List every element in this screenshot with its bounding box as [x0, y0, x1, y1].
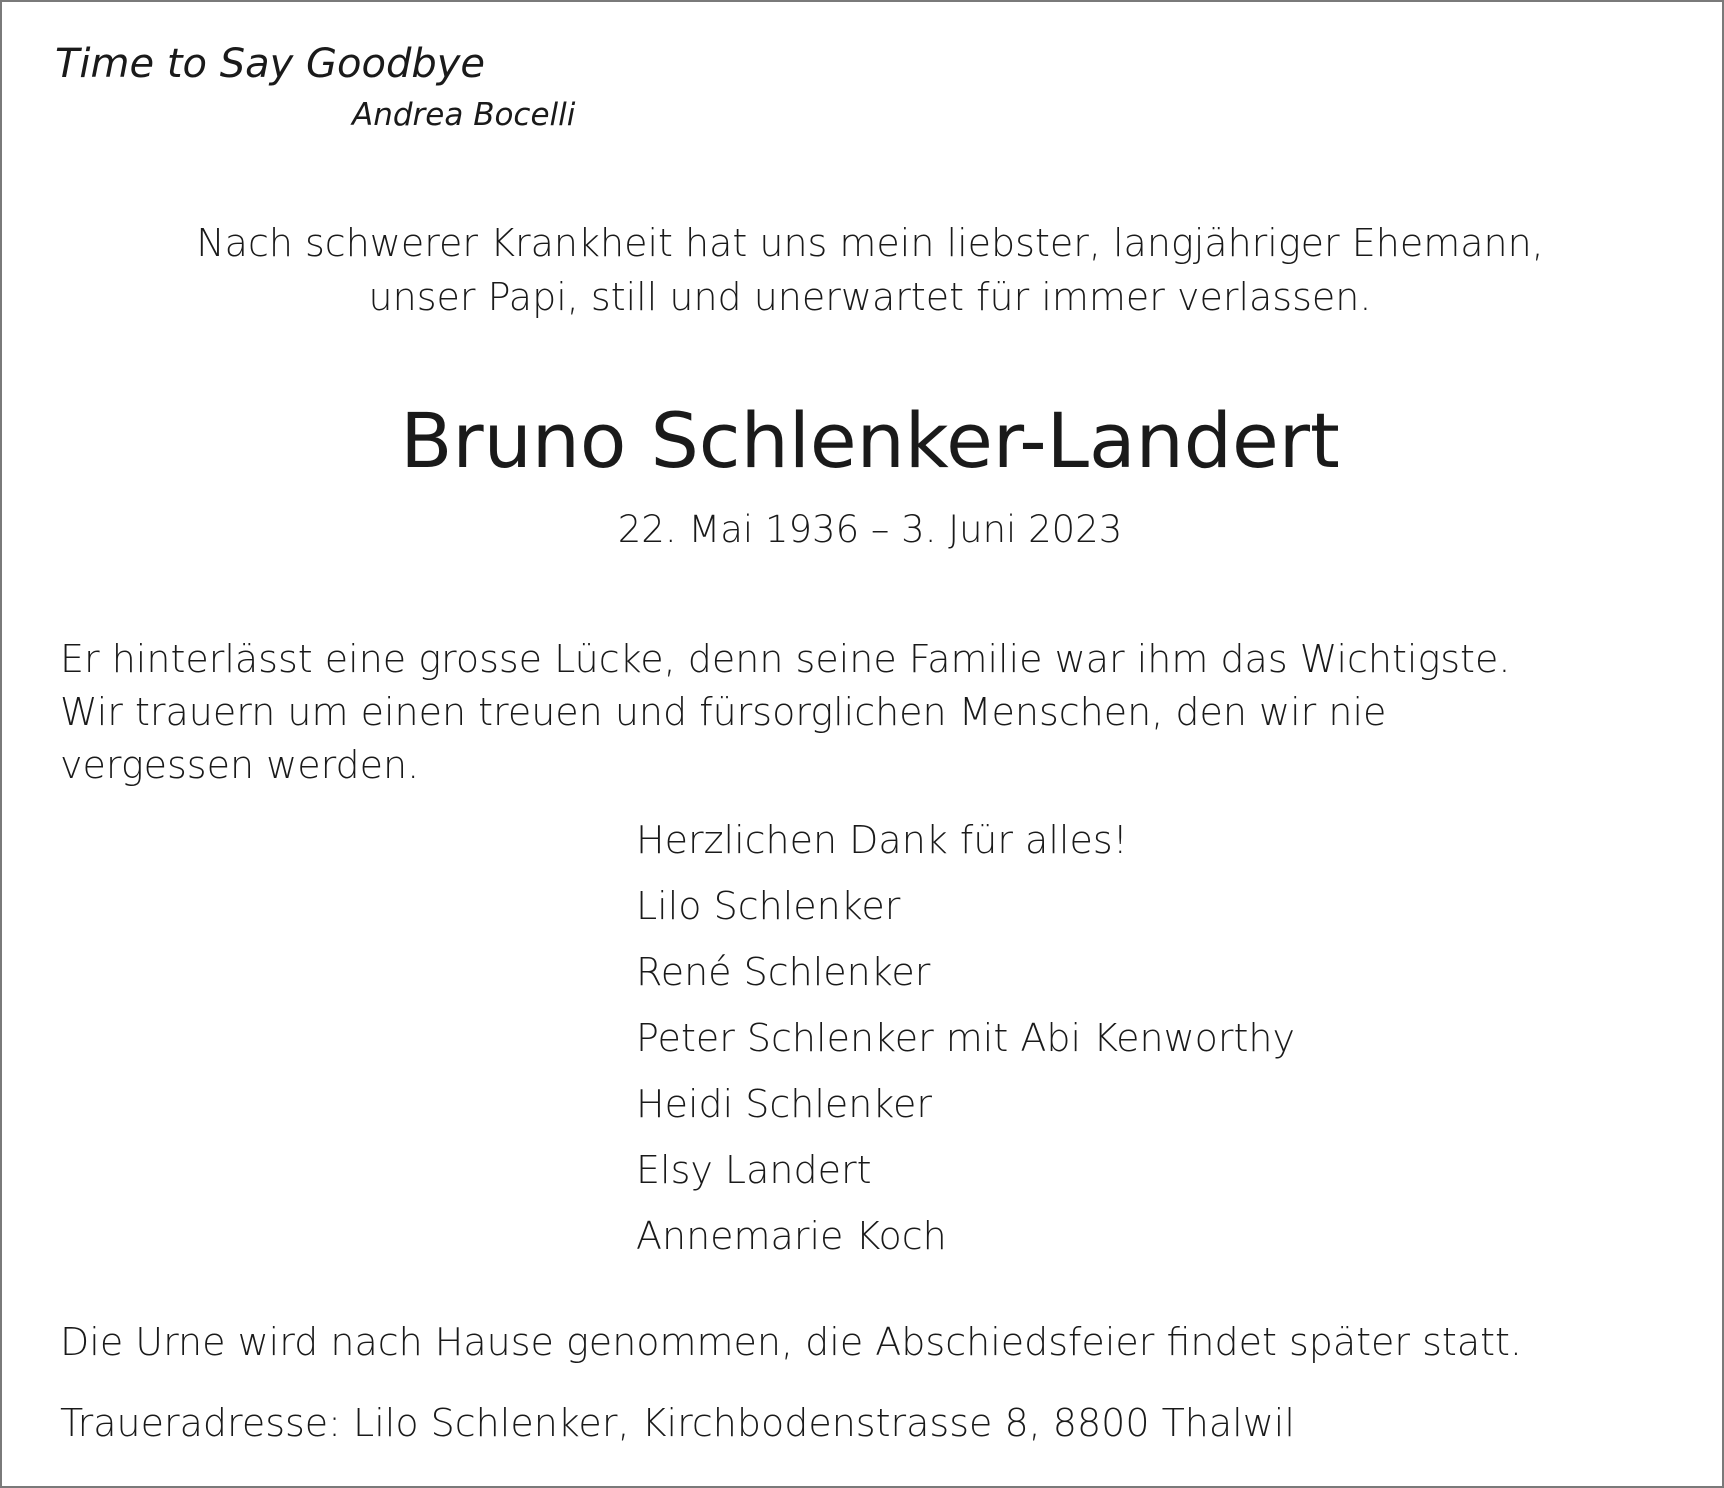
tribute-line: Er hinterlässt eine grosse Lücke, denn seine Familie war ihm das Wichtigste. [60, 637, 1511, 681]
tribute-text [60, 633, 1510, 792]
tribute-line: vergessen werden. [60, 743, 420, 787]
life-dates: 22. Mai 1936 – 3. Juni 2023 [617, 508, 1123, 551]
quote-author: Andrea Bocelli [352, 97, 576, 133]
mourning-address: Traueradresse: Lilo Schlenker, Kirchbodenstrasse 8, 8800 Thalwil [60, 1401, 1295, 1445]
signer-name: Heidi Schlenker [636, 1082, 933, 1126]
signer-name: René Schlenker [636, 950, 931, 994]
urn-notice: Die Urne wird nach Hause genommen, die Abschiedsfeier findet später statt. [60, 1320, 1522, 1364]
tribute-line: Wir trauern um einen treuen und fürsorglichen Menschen, den wir nie [60, 690, 1387, 734]
signer-name: Lilo Schlenker [636, 884, 901, 928]
thanks-line: Herzlichen Dank für alles! [636, 818, 1128, 862]
intro-line: Nach schwerer Krankheit hat uns mein liebster, langjähriger Ehemann, [196, 221, 1544, 265]
signer-name: Annemarie Koch [636, 1214, 947, 1258]
signer-name: Peter Schlenker mit Abi Kenworthy [636, 1016, 1295, 1060]
quote-title: Time to Say Goodbye [55, 41, 485, 87]
deceased-name: Bruno Schlenker-Landert [400, 396, 1340, 485]
intro-line: unser Papi, still und unerwartet für immer verlassen. [368, 275, 1372, 319]
signers-list [636, 815, 1295, 1277]
signer-name: Elsy Landert [636, 1148, 872, 1192]
intro-text [60, 216, 1680, 324]
